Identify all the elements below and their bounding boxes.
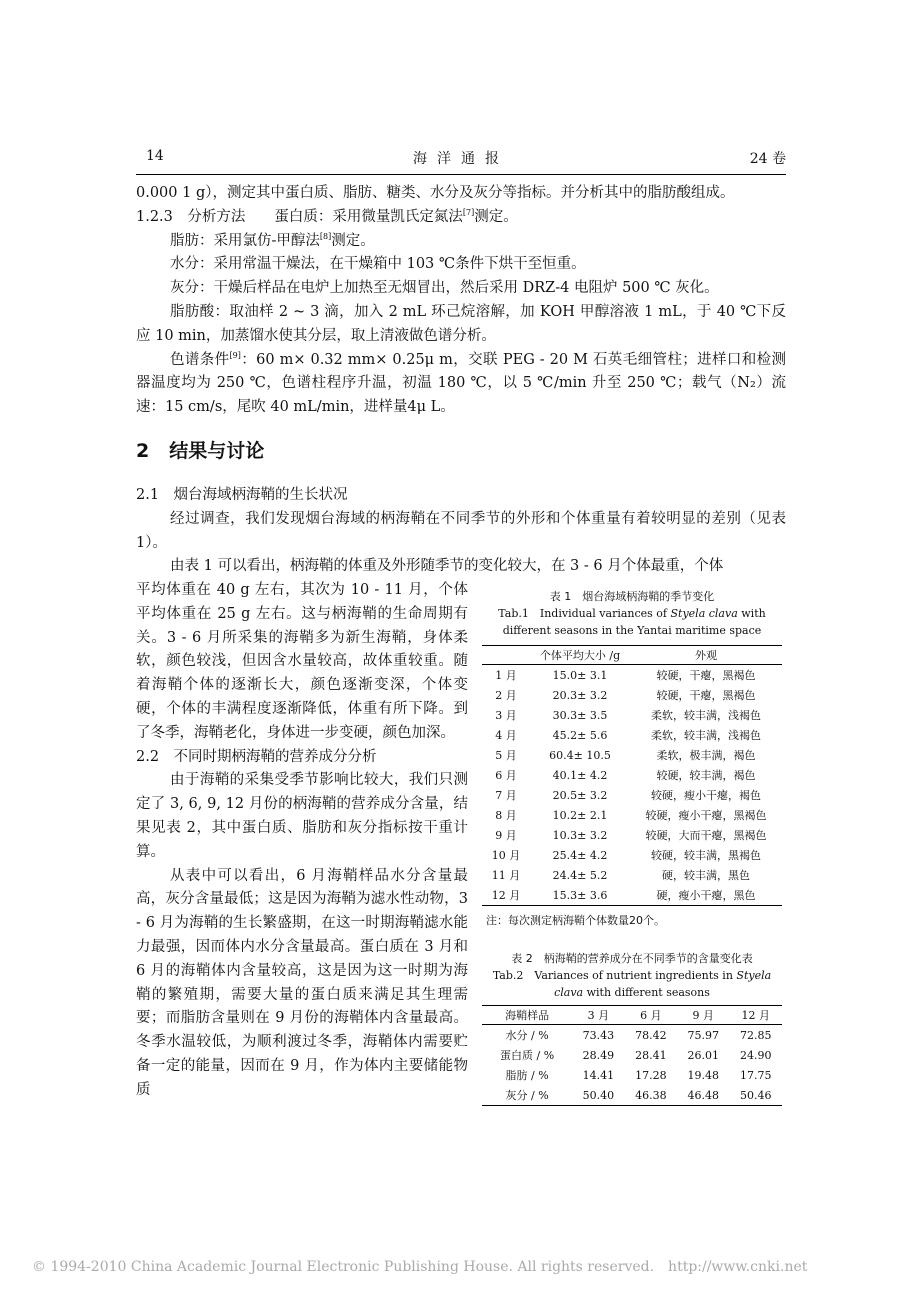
table-row [482,725,782,745]
table-cell: 1 月 [495,669,517,682]
table-cell: 28.49 [582,1048,615,1062]
table-header: 海鞘样品 [482,1006,572,1025]
table-cell: 50.40 [572,1085,624,1106]
left-column [136,579,468,1103]
table-cell: 11 月 [491,869,521,882]
table-cell: 20.5± 3.2 [552,788,608,802]
table-row [482,885,782,906]
table-2 [482,950,782,1106]
table-cell: 45.2± 5.6 [552,728,608,742]
table-2-caption: 表 2 柄海鞘的营养成分在不同季节的含量变化表 Tab.2 Variances of nutrient ingredients in Styela clava with different seasons [492,952,772,999]
table-cell: 水分 / % [505,1029,549,1042]
table-row [482,825,782,845]
paragraph: 从表中可以看出，6 月海鞘样品水分含量最高，灰分含量最低；这是因为海鞘为滤水性动物，3 - 6 月为海鞘的生长繁盛期，在这一时期海鞘滤水能力最强，因而体内水分含量最高。蛋白质在 3 月和 6 月的海鞘体内含量较高，这是因为这一时期为海鞘的繁殖期，需要大量的蛋白质来满足其生理需要；而脂肪含量则在 9 月份的海鞘体内含量最高。冬季水温较低，为顺利渡过冬季，海鞘体内需要贮备一定的能量，因而在 9 月，作为体内主要储能物质 [136,867,468,1098]
copyright-footer: © 1994-2010 China Academic Journal Electronic Publishing House. All rights reserved. http://www.cnki.net [32,1259,808,1275]
intro-line: 0.000 1 g），测定其中蛋白质、脂肪、糖类、水分及灰分等指标。并分析其中的脂肪酸组成。 [136,185,735,201]
table-row [482,1045,782,1065]
table-cell: 较硬，较丰满，褐色 [656,769,756,782]
table-cell: 较硬，瘦小干瘪，黑褐色 [645,809,767,822]
table-row [482,665,782,686]
methods-block [136,182,786,420]
table-row [482,1085,782,1106]
table-1-grid [482,645,782,906]
table-row [482,785,782,805]
table-cell: 26.01 [687,1048,720,1062]
table-cell: 蛋白质 / % [500,1049,555,1062]
table-cell: 17.28 [635,1068,667,1082]
table-cell: 4 月 [495,729,517,742]
method-ash: 灰分：干燥后样品在电炉上加热至无烟冒出，然后采用 DRZ-4 电阻炉 500 ℃ 灰化。 [170,280,719,297]
table-header: 9 月 [677,1006,729,1025]
table-cell: 10.3± 3.2 [552,828,608,842]
paragraph: 平均体重在 40 g 左右，其次为 10 - 11 月，个体平均体重在 25 g 左右。这与柄海鞘的生命周期有关。3 - 6 月所采集的海鞘多为新生海鞘，身体柔软，颜色较浅，但因含水量较高，故体重较重。随着海鞘个体的逐渐长大，颜色逐渐变深，个体变硬，个体的丰满程度逐渐降低，体重有所下降。到了冬季，海鞘老化，身体进一步变硬，颜色加深。 [136,582,468,741]
table-row [482,765,782,785]
table-cell: 柔软，较丰满，浅褐色 [651,729,761,742]
table-cell: 50.46 [730,1085,782,1106]
table-cell: 17.75 [740,1068,772,1082]
journal-name: 海洋通报 [413,151,509,167]
method-water: 水分：采用常温干燥法，在干燥箱中 103 ℃条件下烘干至恒重。 [170,256,586,273]
table-cell: 19.48 [687,1068,720,1082]
table-cell: 10 月 [491,849,521,862]
table-header: 6 月 [625,1006,677,1025]
table-cell: 78.42 [635,1028,667,1042]
table-cell: 46.38 [625,1085,677,1106]
table-cell: 73.43 [582,1028,615,1042]
table-cell: 25.4± 4.2 [552,848,608,862]
table-cell: 20.3± 3.2 [552,688,608,702]
table-cell: 柔软，极丰满，褐色 [656,749,756,762]
table-cell: 脂肪 / % [505,1069,549,1082]
table-row [482,865,782,885]
table-cell: 较硬，瘦小干瘪，褐色 [651,789,761,802]
table-cell: 30.3± 3.5 [552,708,608,722]
table-cell: 10.2± 2.1 [552,808,608,822]
table-cell: 28.41 [635,1048,667,1062]
table-cell: 9 月 [495,829,517,842]
section-2-1-block [136,484,786,579]
table-cell: 12 月 [482,885,530,906]
table-header: 12 月 [730,1006,782,1025]
table-cell: 7 月 [495,789,517,802]
table-row [482,685,782,705]
table-cell: 14.41 [582,1068,615,1082]
table-cell: 15.3± 3.6 [530,885,630,906]
table-cell: 柔软，较丰满，浅褐色 [651,709,761,722]
table-cell: 5 月 [495,749,517,762]
running-header [136,148,786,170]
method-fatty-acid: 脂肪酸：取油样 2 ~ 3 滴，加入 2 mL 环己烷溶解，加 KOH 甲醇溶液 1 mL，于 40 ℃下反应 10 min，加蒸馏水使其分层，取上清液做色谱分析。 [136,303,786,344]
table-cell: 8 月 [495,809,517,822]
table-cell: 72.85 [740,1028,772,1042]
paragraph: 由于海鞘的采集受季节影响比较大，我们只测定了 3, 6, 9, 12 月份的柄海鞘的营养成分含量，结果见表 2，其中蛋白质、脂肪和灰分指标按干重计算。 [136,772,468,860]
table-cell: 24.90 [740,1048,772,1062]
table-cell: 较硬，干瘪，黑褐色 [656,669,756,682]
table-cell: 较硬，干瘪，黑褐色 [656,689,756,702]
table-cell: 2 月 [495,689,517,702]
table-1 [482,588,782,928]
volume-label: 24 卷 [749,151,786,167]
method-fat: 脂肪：采用氯仿-甲醇法[8]测定。 [170,231,375,249]
paragraph: 经过调查，我们发现烟台海域的柄海鞘在不同季节的外形和个体重量有着较明显的差别（见表 1）。 [136,510,786,551]
subsection-heading-2-1: 2.1 烟台海域柄海鞘的生长状况 [136,487,348,503]
section-heading-2: 2 结果与讨论 [136,440,265,462]
table-cell: 60.4± 10.5 [549,748,611,762]
table-1-note: 注：每次测定柄海鞘个体数量20个。 [486,914,665,927]
table-cell: 较硬，大而干瘪，黑褐色 [645,829,767,842]
header-rule [136,174,786,175]
table-row [482,1065,782,1085]
table-cell: 15.0± 3.1 [552,668,608,682]
table-row [482,745,782,765]
table-2-grid [482,1005,782,1106]
table-row [482,1025,782,1046]
table-cell: 硬，瘦小干瘪，黑色 [630,885,782,906]
page-number: 14 [146,148,164,164]
table-header: 外观 [630,646,782,665]
table-cell: 24.4± 5.2 [552,868,608,882]
table-row [482,845,782,865]
table-cell: 3 月 [495,709,517,722]
table-cell: 6 月 [495,769,517,782]
table-header: 3 月 [572,1006,624,1025]
method-chromatography: 色谱条件[9]：60 m× 0.32 mm× 0.25μ m，交联 PEG - 20 M 石英毛细管柱；进样口和检测器温度均为 250 ℃，色谱柱程序升温，初温 180 ℃，以 5 ℃/min 升至 250 ℃；载气（N₂）流速：15 cm/s，尾吹 40 mL/min，进样量4μ L。 [136,350,787,416]
paragraph: 由表 1 可以看出，柄海鞘的体重及外形随季节的变化较大，在 3 - 6 月个体最重，个体 [170,558,724,575]
table-cell: 较硬，较丰满，黑褐色 [651,849,761,862]
table-cell: 40.1± 4.2 [552,768,608,782]
table-cell: 硬，较丰满，黑色 [662,869,750,882]
table-row [482,805,782,825]
table-row [482,705,782,725]
table-cell: 46.48 [677,1085,729,1106]
table-1-caption: 表 1 烟台海域柄海鞘的季节变化 Tab.1 Individual variances of Styela clava with different seasons in the Yantai maritime space [498,590,766,637]
table-cell: 75.97 [687,1028,720,1042]
table-header: 个体平均大小 /g [530,646,630,665]
table-cell: 灰分 / % [482,1085,572,1106]
method-protein: 1.2.3 分析方法 蛋白质：采用微量凯氏定氮法[7]测定。 [136,207,518,225]
subsection-heading-2-2: 2.2 不同时期柄海鞘的营养成分分析 [136,748,377,765]
